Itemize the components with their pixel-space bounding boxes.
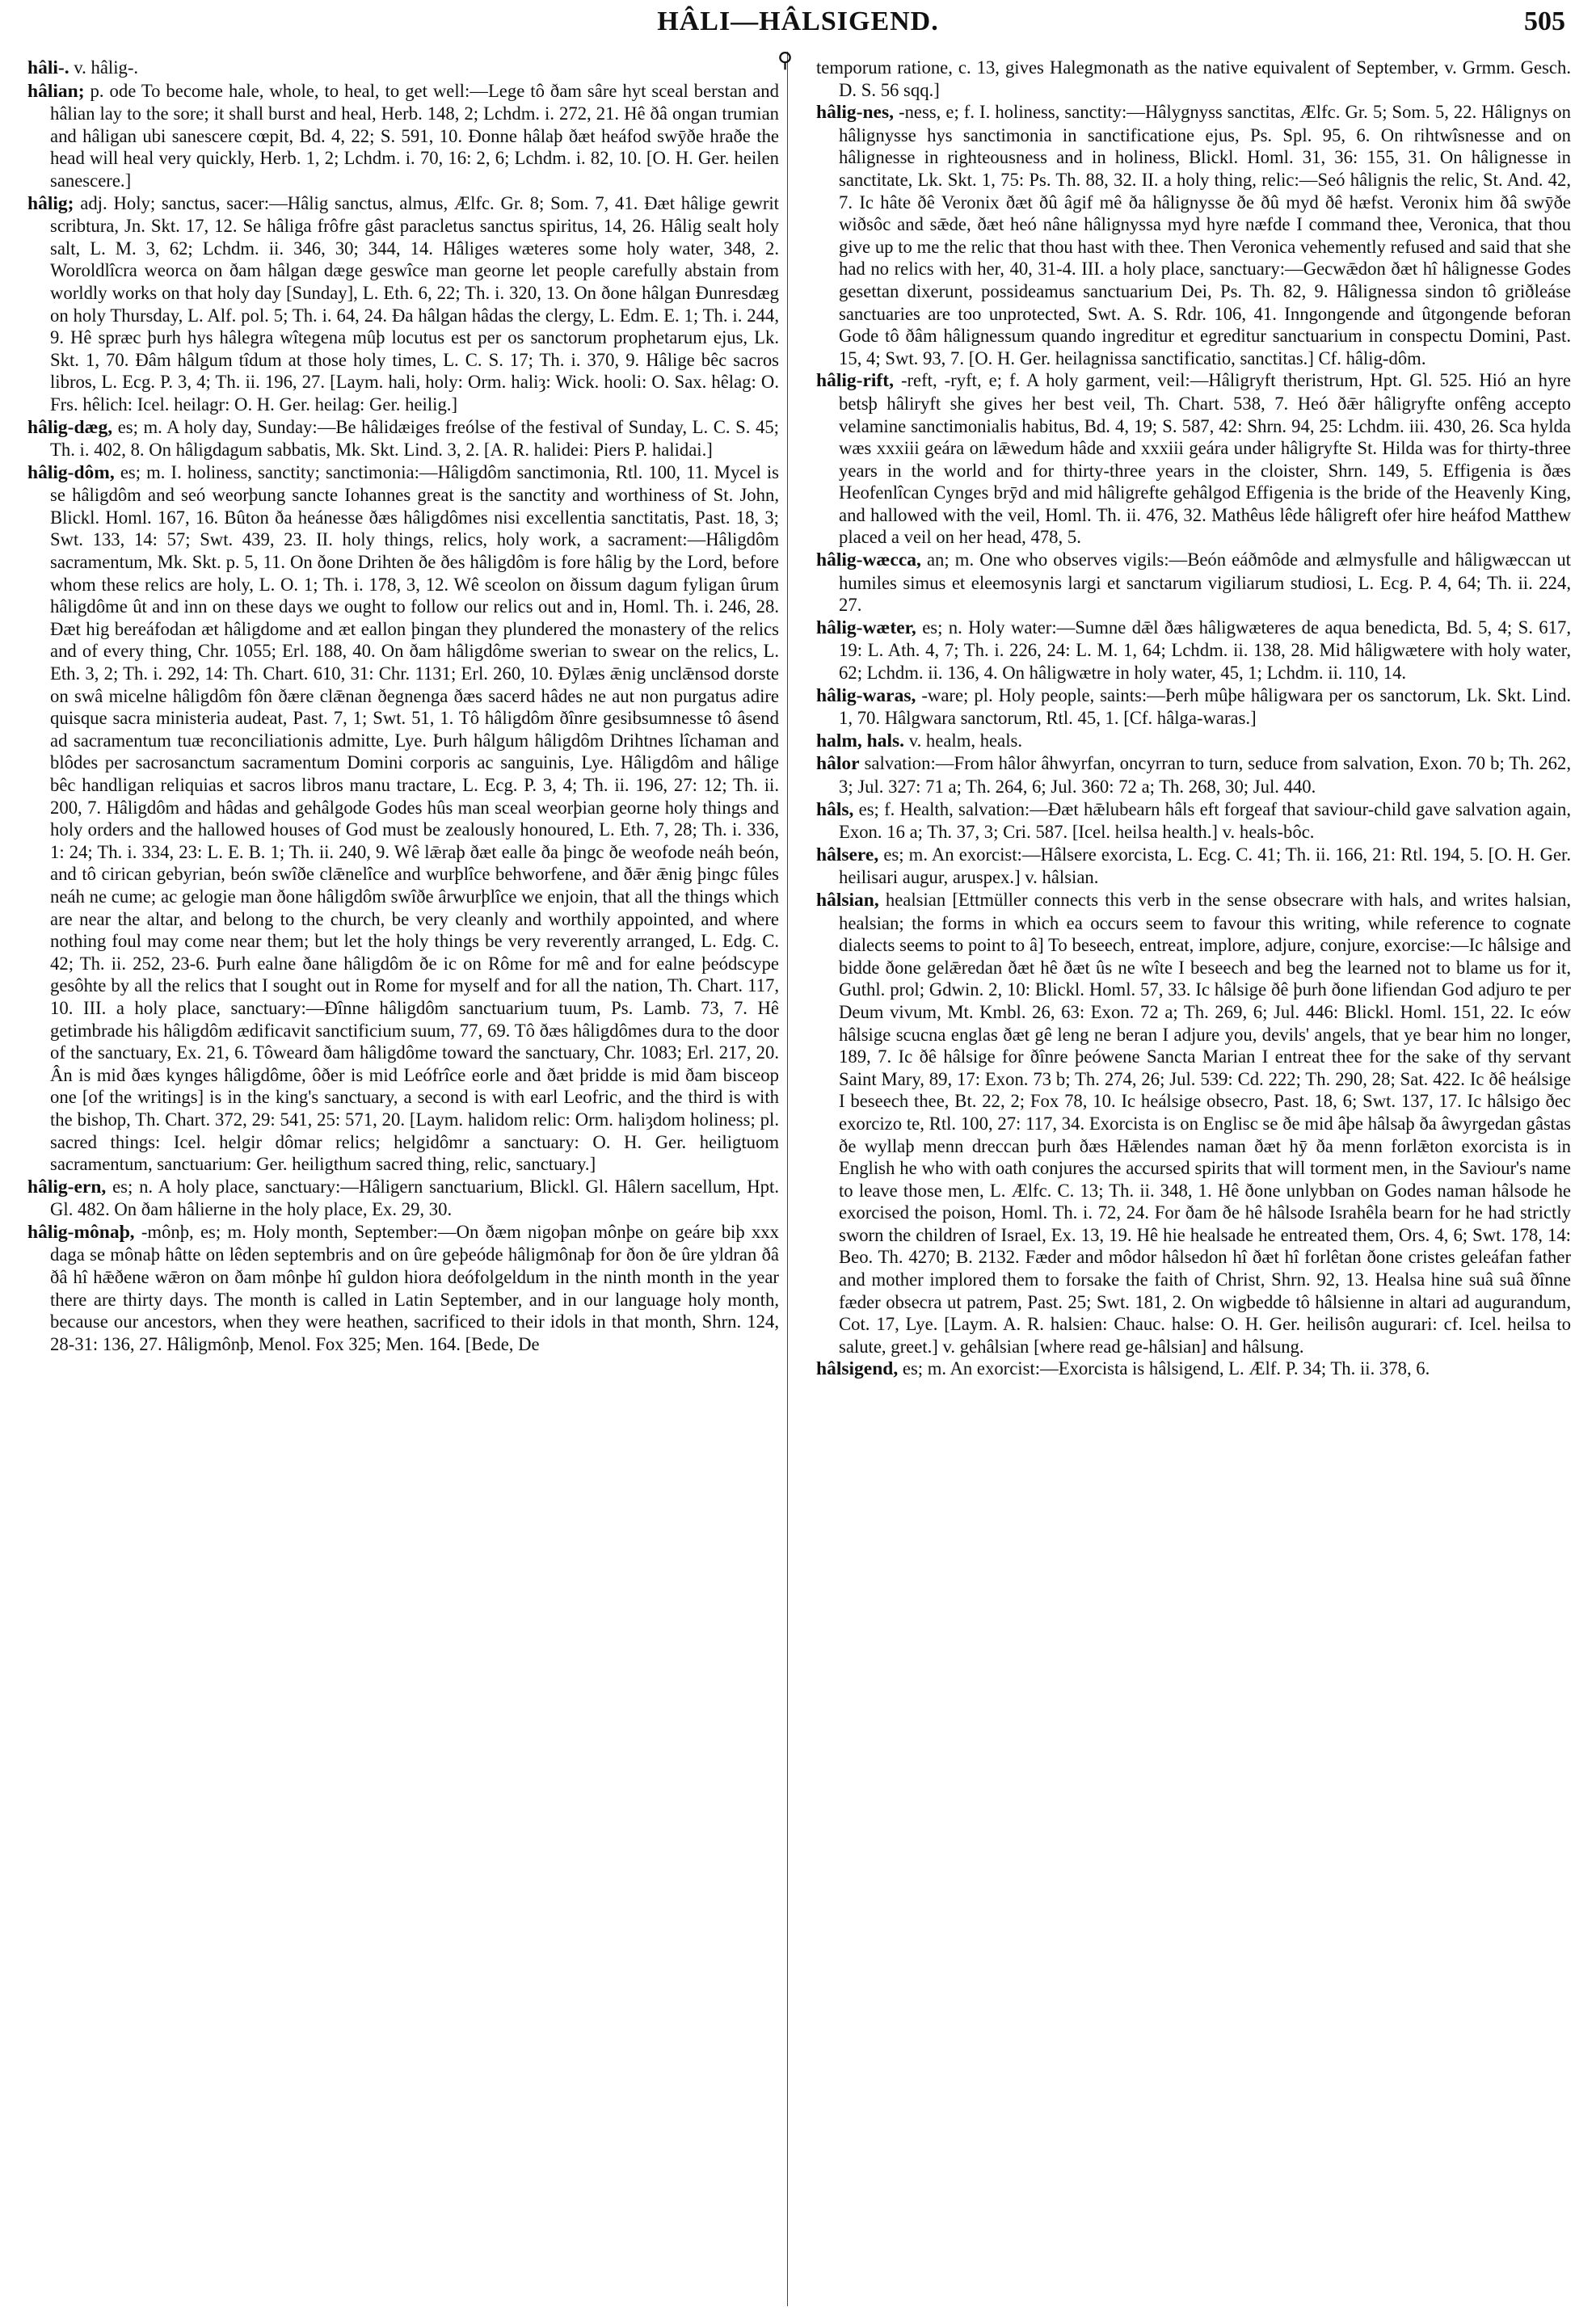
entry-headword: hâlig-rift,	[816, 370, 894, 392]
dictionary-entry	[27, 416, 779, 461]
entry-headword: hâlig-mônaþ,	[27, 1221, 135, 1243]
divider-ornament: ⚲	[777, 48, 794, 72]
right-column	[816, 57, 1571, 2303]
entry-headword: hâlian;	[27, 80, 85, 102]
dictionary-entry	[816, 889, 1571, 1358]
dictionary-entry	[816, 101, 1571, 369]
entry-definition: an; m. One who observes vigils:—Beón eáðmôde and ælmysfulle and hâligwæccan ut humiles simus et eleemosynis largi et sanctarum vigiliarum studiosi, L. Ecg. P. 4, 64; Th. ii. 224, 27.	[839, 549, 1571, 616]
entry-headword: hâlsere,	[816, 844, 879, 865]
entry-definition: -ware; pl. Holy people, saints:—Þerh mûþe hâligwara per os sanctorum, Lk. Skt. Lind. 1, 70. Hâlgwara sanctorum, Rtl. 45, 1. [Cf. hâlga-waras.]	[839, 684, 1571, 729]
entry-headword: hâlig;	[27, 192, 74, 214]
left-column	[27, 57, 779, 2303]
entry-headword: hâlig-waras,	[816, 684, 916, 706]
dictionary-entry	[816, 549, 1571, 617]
dictionary-entry	[27, 57, 779, 80]
entry-definition: -reft, -ryft, e; f. A holy garment, veil:—Hâligryft theristrum, Hpt. Gl. 525. Hió an hyre betsþ hâliryft she gives her best veil, Th. Chart. 538, 7. Heó ðǣr hâligryfte onfêng accepto velamine sanctimonialis habitus, Bd. 4, 19; S. 587, 42: Shrn. 94, 25: Lchdm. iii. 430, 26. Sca hylda wæs xxxiii geára on lǣwedum hâde and xxxiii geára under hâligryfte St. Hilda was for thirty-three years in the world and for thirty-three years in the cloister, Shrn. 149, 5. Effigenia is ðæs Heofenlîcan Cynges brȳd and mid hâligrefte gehâlgod Effigenia is the bride of the Heavenly King, and hallowed with the veil, Homl. Th. ii. 476, 32. Mathêus lêde hâligreft ofer hire heáfod Matthew placed a veil on her head, 478, 5.	[839, 370, 1571, 548]
entry-definition: -ness, e; f. I. holiness, sanctity:—Hâlygnyss sanctitas, Ælfc. Gr. 5; Som. 5, 22. Hâlignys on hâlignysse hys sanctimonia in sanctificatione ejus, Ps. Spl. 95, 6. On rihtwîsnesse and on hâlignesse in righteousness and in holiness, Blickl. Homl. 31, 36: 155, 31. On hâlignesse in sanctitate, Lk. Skt. 1, 75: Ps. Th. 88, 32. II. a holy thing, relic:—Seó hâlignis the relic, St. And. 42, 7. Ic hâte ðê Veronix ðæt ðû âgif mê ða hâlignysse ðe ðû myd ðê hæfst. Veronix him ðâ swȳðe wiðsôc and sǣde, ðæt heó nâne hâlignyssa myd hyre næfde I command thee, Veronica, that thou give up to me the relic that thou hast with thee. Then Veronica vehemently refused and said that she had no relics with her, 40, 31-4. III. a holy place, sanctuary:—Gecwǣdon ðæt hî hâlignesse Godes gesettan dixerunt, possideamus sanctuarium Dei, Ps. Th. 82, 9. Hâlignessa sindon tô griðleáse sanctuaries are too unprotected, Swt. A. S. Rdr. 106, 41. Inngongende and ûtgongende beforan Gode tô ðâm hâlignessum quando ingreditur et egreditur sanctuarium in conspectu Domini, Past. 15, 4; Swt. 93, 7. [O. H. Ger. heilagnissa sanctificatio, sanctitas.] Cf. hâlig-dôm.	[839, 102, 1571, 368]
entry-definition: v. healm, heals.	[904, 730, 1022, 751]
dictionary-entry	[816, 617, 1571, 684]
entry-headword: halm, hals.	[816, 730, 905, 751]
dictionary-entry	[27, 1221, 779, 1356]
dictionary-entry	[27, 461, 779, 1176]
entry-definition: es; n. A holy place, sanctuary:—Hâligern sanctuarium, Blickl. Gl. Hâlern sacellum, Hpt. Gl. 482. On ðam hâlierne in the holy place, Ex. 29, 30.	[50, 1176, 779, 1220]
entry-definition: es; n. Holy water:—Sumne dǣl ðæs hâligwæteres de aqua benedicta, Bd. 5, 4; S. 617, 19: L. Ath. 4, 7; Th. i. 226, 24: L. M. 1, 64; Lchdm. ii. 138, 28. Mid hâligwætere with holy water, 62; Lchdm. ii. 136, 4. On hâligwætre in holy water, 45, 1; Lchdm. ii. 110, 14.	[839, 617, 1571, 684]
column-divider	[787, 52, 788, 2306]
entry-headword: hâlig-dæg,	[27, 416, 113, 438]
entry-definition: es; m. I. holiness, sanctity; sanctimonia:—Hâligdôm sanctimonia, Rtl. 100, 11. Mycel is se hâligdôm and seó weorþung sancte Iohannes great is the sanctity and worthiness of St. John, Blickl. Homl. 167, 16. Bûton ða heánesse ðæs hâligdômes nisi excellentia sanctitatis, Past. 18, 3; Swt. 133, 14: 57; Swt. 439, 23. II. holy things, relics, holy work, a sacrament:—Hâligdôm sacramentum, Mk. Skt. p. 5, 11. On ðone Drihten ðe ðes hâligdôm is fore hâlig by the Lord, before whom these relics are holy, L. O. 1; Th. i. 178, 3, 12. Wê sceolon on ðissum dagum fyligan ûrum hâligdôme ût and inn on these days we ought to follow our relics out and in, Homl. Th. i. 246, 28. Ðæt hig bereáfodan æt hâligdome and æt eallon þingan they plundered the monastery of the relics and of every thing, Chr. 1055; Erl. 188, 40. On ðam hâligdôme swerian to swear on the relics, L. Eth. 3, 2; Th. i. 292, 14: Th. Chart. 610, 31: Chr. 1131; Erl. 260, 10. Ðȳlæs ǣnig unclǣnsod dorste on swâ micelne hâligdôm fôn ðære clǣnan ðegnenga ðæs sacerd hâdes ne aut non purgatus adire quisque sacra ministeria audeat, Past. 7, 1; Swt. 51, 1. Tô hâligdôm ðînre gesibsumnesse tô âsend ad sacramentum tuæ reconciliationis admitte, Lye. Þurh hâlgum hâligdôm Drihtnes lîchaman and blôdes per sacrosanctum sacramentum Domini corporis ac sanguinis, Lye. Hâligdôm and hâlige bêc handligan reliquias et sacros libros manu tractare, L. Ecg. P. 3, 4; Th. ii. 196, 27: 12; Th. ii. 200, 7. Hâligdôm and hâdas and gehâlgode Godes hûs man sceal weorþian georne holy things and holy orders and the hallowed houses of God must be zealously honoured, L. Eth. 7, 28; Th. i. 336, 1: 24; Th. i. 334, 23: L. E. B. 1; Th. ii. 240, 9. Wê lǣraþ ðæt ealle ða þingc ðe weofode neáh beón, and tô cirican gebyrian, beón swîðe clǣnelîce and wurþlîce behworfene, and ðǣr ǣnig þingc fûles neáh ne cume; ac gelogie man ðone hâligdôm swîðe ârwurþlîce we enjoin, that all the things which are near the altar, and belong to the church, be very cleanly and worthily appointed, and where nothing foul may come near them; but let the holy things be very reverently arranged, L. Edg. C. 42; Th. ii. 252, 23-6. Þurh ealne ðane hâligdôm ðe ic on Rôme for mê and for ealne þeódscype gesôhte by all the relics that I sought out in Rome for myself and for all the nation, Th. Chart. 117, 10. III. a holy place, sanctuary:—Ðînne hâligdôm sanctuarium tuum, Ps. Lamb. 73, 7. Hê getimbrade his hâligdôm ædificavit sanctificium suum, 77, 69. Tô ðæs hâligdômes dura to the door of the sanctuary, Ex. 21, 6. Tôweard ðam hâligdôme toward the sanctuary, Chr. 1083; Erl. 217, 20. Ân is mid ðæs kynges hâligdôme, ôðer is mid Leófrîce eorle and ðæt þridde is mid ðam bisceop one [of the writings] is in the king's sanctuary, a second is with earl Leofric, and the third is with the bishop, Th. Chart. 372, 29: 541, 25: 571, 20. [Laym. halidom relic: Orm. haliȝdom holiness; pl. sacred things: Icel. helgir dômar relics; helgidômr a sanctuary: O. H. Ger. heiligtuom sacramentum, sanctuarium: Ger. heiligthum sacred thing, relic, sanctuary.]	[50, 461, 779, 1175]
entry-definition: -mônþ, es; m. Holy month, September:—On ðæm nigoþan mônþe on geáre biþ xxx daga se mônaþ hâtte on lêden septembris and on ûre geþeóde hâligmônaþ for ðon ðe ûre yldran ðâ ðâ hî hǣðene wǣron on ðam mônþe hî guldon hiora deófolgeldum in the ninth month in the year there are thirty days. The month is called in Latin September, and in our language holy month, because our ancestors, when they were heathen, sacrificed to their idols in that month, Shrn. 124, 28-31: 136, 27. Hâligmônþ, Menol. Fox 325; Men. 164. [Bede, De	[50, 1221, 779, 1354]
dictionary-entry	[816, 844, 1571, 889]
entry-headword: hâlig-ern,	[27, 1176, 107, 1198]
entry-headword: hâlig-wæcca,	[816, 549, 921, 571]
page-header	[0, 0, 1596, 48]
entry-headword: hâlig-dôm,	[27, 461, 115, 483]
entry-headword: hâli-.	[27, 57, 69, 78]
dictionary-entry	[816, 369, 1571, 549]
page-number: 505	[1524, 6, 1565, 36]
entry-definition: es; m. A holy day, Sunday:—Be hâlidæiges freólse of the festival of Sunday, L. C. S. 45; Th. i. 402, 8. On hâligdagum sabbatis, Mk. Skt. Lind. 3, 2. [A. R. halidei: Piers P. halidai.]	[50, 416, 779, 461]
entry-definition: salvation:—From hâlor âhwyrfan, oncyrran to turn, seduce from salvation, Exon. 70 b; Th. 262, 3; Jul. 327: 71 a; Th. 264, 6; Jul. 360: 72 a; Th. 268, 30; Jul. 440.	[839, 753, 1571, 797]
entry-definition: es; f. Health, salvation:—Ðæt hǣlubearn hâls eft forgeaf that saviour-child gave salvation again, Exon. 16 a; Th. 37, 3; Cri. 587. [Icel. heilsa health.] v. heals-bôc.	[839, 798, 1571, 843]
entry-headword: hâlsigend,	[816, 1358, 899, 1380]
dictionary-entry	[27, 192, 779, 416]
entry-definition: p. ode To become hale, whole, to heal, to get well:—Lege tô ðam sâre hyt sceal berstan and hâlian lay to the sore; it shall burst and heal, Herb. 148, 2; Lchdm. i. 272, 21. Hê ðâ ongan trumian and hâligan ubi sanescere cœpit, Bd. 4, 22; S. 591, 10. Ðonne hâlaþ ðæt heáfod swȳðe hraðe the head will heal very quickly, Herb. 1, 2; Lchdm. i. 70, 16: 2, 6; Lchdm. i. 82, 10. [O. H. Ger. heilen sanescere.]	[50, 80, 779, 191]
running-head: HÂLI—HÂLSIGEND.	[657, 6, 939, 36]
dictionary-entry	[816, 798, 1571, 844]
entry-headword: hâlsian,	[816, 889, 879, 911]
dictionary-entry	[27, 80, 779, 192]
dictionary-entry	[27, 1176, 779, 1221]
dictionary-entry	[816, 1358, 1571, 1381]
dictionary-entry	[816, 730, 1571, 753]
entry-definition: v. hâlig-.	[69, 57, 139, 78]
entry-definition: temporum ratione, c. 13, gives Halegmonath as the native equivalent of September, v. Grmm. Gesch. D. S. 56 sqq.]	[816, 57, 1571, 100]
entry-headword: hâlor	[816, 753, 860, 775]
entry-headword: hâlig-nes,	[816, 102, 894, 124]
entry-definition: adj. Holy; sanctus, sacer:—Hâlig sanctus, almus, Ælfc. Gr. 8; Som. 7, 41. Ðæt hâlige gewrit scribtura, Jn. Skt. 17, 12. Se hâliga frôfre gâst paracletus sanctus spiritus, 14, 26. Hâlig sealt holy salt, L. M. 3, 62; Lchdm. ii. 346, 30; 344, 14. Hâliges wæteres some holy water, 348, 2. Woroldlîcra weorca on ðam hâlgan dæge geswîce man georne let people carefully abstain from worldly works on that holy day [Sunday], L. Eth. 6, 22; Th. i. 320, 13. On ðone hâlgan Ðunresdæg on holy Thursday, L. Alf. pol. 5; Th. i. 64, 24. Ða hâlgan hâdas the clergy, L. Edm. E. 1; Th. i. 244, 9. Hê spræc þurh hys hâlegra wîtegena mûþ locutus est per os sanctorum prophetarum ejus, Lk. Skt. 1, 70. Ðâm hâlgum tîdum at those holy times, L. C. S. 17; Th. i. 370, 9. Hâlige bêc sacros libros, L. Ecg. P. 3, 4; Th. ii. 196, 27. [Laym. hali, holy: Orm. haliȝ: Wick. hooli: O. Sax. hêlag: O. Frs. hêlich: Icel. heilagr: O. H. Ger. heilag: Ger. heilig.]	[50, 192, 779, 415]
entry-definition: healsian [Ettmüller connects this verb in the sense obsecrare with hals, and writes halsian, healsian; the forms in which ea occurs seem to favour this writing, while reference to cognate dialects seems to point to â] To beseech, entreat, implore, adjure, conjure, exorcise:—Ic hâlsige and bidde ðone gelǣredan ðæt hê ðæt ûs ne wîte I beseech and beg the learned not to blame us for it, Guthl. prol; Gdwin. 2, 10: Blickl. Homl. 57, 33. Ic hâlsige ðê þurh ðone lifiendan God adjuro te per Deum vivum, Mt. Kmbl. 26, 63: Exon. 72 a; Th. 269, 6; Jul. 446: Blickl. Homl. 151, 22. Ic eów hâlsige scucna englas ðæt gê leng ne beran I adjure you, devils' angels, that ye bear him no longer, 189, 7. Ic ðê hâlsige for ðînre þeówene Sancta Marian I entreat thee for the sake of thy servant Saint Mary, 89, 17: Exon. 73 b; Th. 274, 26; Jul. 539: Cd. 222; Th. 290, 28; Sat. 422. Ic ðê heálsige I beseech thee, Bt. 22, 2; Fox 78, 10. Ic heálsige obsecro, Past. 18, 6; Swt. 137, 17. Ic hâlsigo ðec exorcizo te, Rtl. 100, 27: 117, 34. Exorcista is on Englisc se ðe mid âþe hâlsaþ ða âwyrgedan gâstas ðe wyllaþ menn dreccan þurh ðæs Hǣlendes naman ðæt hȳ ða menn forlǣton exorcista is in English he who with oath conjures the accursed spirits that will torment men, in the Saviour's name to leave those men, L. Ælfc. C. 13; Th. ii. 348, 1. Hê ðone unlybban on Godes naman hâlsode he exorcised the poison, Homl. Th. i. 72, 24. For ðam ðe hê hâlsode Israhêla bearn for he had strictly sworn the children of Israel, Ex. 13, 19. Hê hie healsade he entreated them, Ors. 4, 6; Swt. 178, 14: Beo. Th. 4270; B. 2132. Fæder and môdor hâlsedon hî ðæt hî forlêtan ðone cristes geleáfan father and mother implored them to forsake the faith of Christ, Shrn. 92, 13. Healsa hine suâ suâ ðînne fæder obsecra ut patrem, Past. 25; Swt. 181, 2. On wigbedde tô hâlsienne in altari ad augurandum, Cot. 17, Lye. [Laym. A. R. halsien: Chauc. halse: O. H. Ger. heilisôn augurari: cf. Icel. heilsa to salute, greet.] v. gehâlsian [where read ge-hâlsian] and hâlsung.	[839, 889, 1571, 1357]
dictionary-entry	[816, 684, 1571, 730]
entry-headword: hâls,	[816, 798, 854, 820]
entry-definition: es; m. An exorcist:—Hâlsere exorcista, L. Ecg. C. 41; Th. ii. 166, 21: Rtl. 194, 5. [O. H. Ger. heilisari augur, aruspex.] v. hâlsian.	[839, 844, 1571, 888]
entry-headword: hâlig-wæter,	[816, 617, 916, 638]
dictionary-entry	[816, 57, 1571, 101]
entry-definition: es; m. An exorcist:—Exorcista is hâlsigend, L. Ælf. P. 34; Th. ii. 378, 6.	[898, 1358, 1430, 1379]
dictionary-entry	[816, 752, 1571, 798]
